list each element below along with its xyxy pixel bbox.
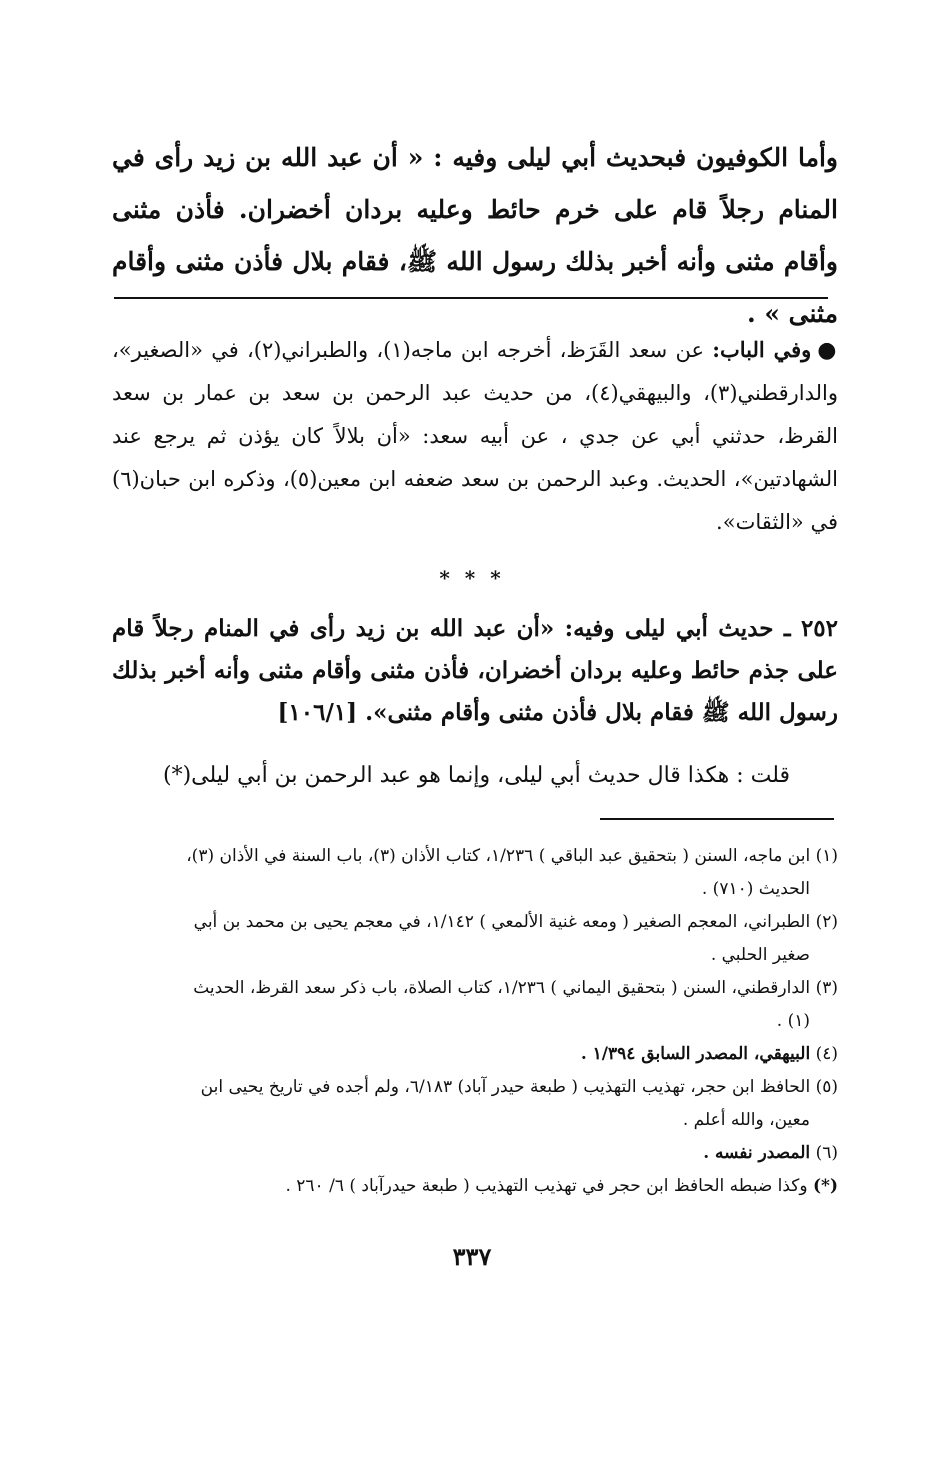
- footnote-mark: (٤): [815, 1044, 838, 1064]
- footnote-text: وكذا ضبطه الحافظ ابن حجر في تهذيب التهذيب ( طبعة حيدرآباد ) ٦/ ٢٦٠ .: [285, 1176, 808, 1196]
- footnote-star: [112, 1170, 838, 1203]
- footnote-5: [112, 1071, 838, 1137]
- footnote-1: [112, 840, 838, 906]
- footnote-continuation: معين، والله أعلم .: [682, 1110, 810, 1130]
- footnote-text: الطبراني، المعجم الصغير ( ومعه غنية الألمعي ) ١/١٤٢، في معجم يحيى بن محمد بن أبي: [193, 912, 811, 932]
- footnote-continuation: (١) .: [776, 1011, 810, 1031]
- paragraph-2-body: عن سعد القَرَظ، أخرجه ابن ماجه(١)، والطبراني(٢)، في «الصغير»، والدارقطني(٣)، والبيهقي(٤)، من حديث عبد الرحمن بن سعد بن عمار بن سعد القرظ، حدثني أبي عن جدي ، عن أبيه سعد: «أن بلالاً كان يؤذن ثم يرجع عند الشهادتين»، الحديث. وعبد الرحمن بن سعد ضعفه ابن معين(٥)، وذكره ابن حبان(٦) في «الثقات».: [112, 338, 838, 534]
- footnote-text: البيهقي، المصدر السابق ١/٣٩٤ .: [580, 1044, 811, 1064]
- footnote-mark: (١): [815, 846, 838, 866]
- main-paragraph-1: وأما الكوفيون فبحديث أبي ليلى وفيه : « أن عبد الله بن زيد رأى في المنام رجلاً قام على خرم حائط وعليه بردان أخضران. فأذن مثنى وأقام مثنى وأنه أخبر بذلك رسول الله ﷺ، فقام بلال فأذن مثنى وأقام مثنى » .: [112, 143, 838, 328]
- footnote-4: [112, 1038, 838, 1071]
- footnote-text: الحافظ ابن حجر، تهذيب التهذيب ( طبعة حيدر آباد) ٦/١٨٣، ولم أجده في تاريخ يحيى ابن: [200, 1077, 811, 1097]
- footnote-3: [112, 972, 838, 1038]
- footnote-text: الدارقطني، السنن ( بتحقيق اليماني ) ١/٢٣٦، كتاب الصلاة، باب ذكر سعد القرظ، الحديث: [193, 978, 811, 998]
- section-divider: [114, 297, 828, 299]
- page-number: ٣٣٧: [452, 1242, 492, 1271]
- hadith-paragraph: ٢٥٢ ـ حديث أبي ليلى وفيه: «أن عبد الله بن زيد رأى في المنام رجلاً قام على جذم حائط وعليه بردان أخضران، فأذن مثنى وأقام مثنى وأنه أخبر بذلك رسول الله ﷺ فقام بلال فأذن مثنى وأقام مثنى». [١٠٦/١]: [112, 615, 838, 726]
- footnote-continuation: الحديث (٧١٠) .: [701, 879, 810, 899]
- footnote-2: [112, 906, 838, 972]
- footnote-mark: (٦): [815, 1143, 838, 1163]
- footnote-text: ابن ماجه، السنن ( بتحقيق عبد الباقي ) ١/٢٣٦، كتاب الأذان (٣)، باب السنة في الأذان (٣)،: [186, 846, 811, 866]
- comment-paragraph: [112, 756, 838, 796]
- footnotes: [112, 840, 838, 1203]
- footnote-mark: (٣): [815, 978, 838, 998]
- footnote-mark: (٥): [815, 1077, 838, 1097]
- footnote-divider: [600, 818, 834, 820]
- footnote-6: [112, 1137, 838, 1170]
- main-paragraph-2: [112, 328, 838, 544]
- bullet-icon: ●: [817, 338, 839, 363]
- footnote-mark: (*): [813, 1176, 838, 1196]
- comment-text: قلت : هكذا قال حديث أبي ليلى، وإنما هو عبد الرحمن بن أبي ليلى(*): [163, 763, 790, 788]
- footnote-text: المصدر نفسه .: [703, 1143, 811, 1163]
- stars-separator: * * *: [439, 566, 505, 590]
- paragraph-2-lead: وفي الباب:: [712, 337, 812, 362]
- footnote-mark: (٢): [815, 912, 838, 932]
- footnote-continuation: صغير الحلبي .: [710, 945, 810, 965]
